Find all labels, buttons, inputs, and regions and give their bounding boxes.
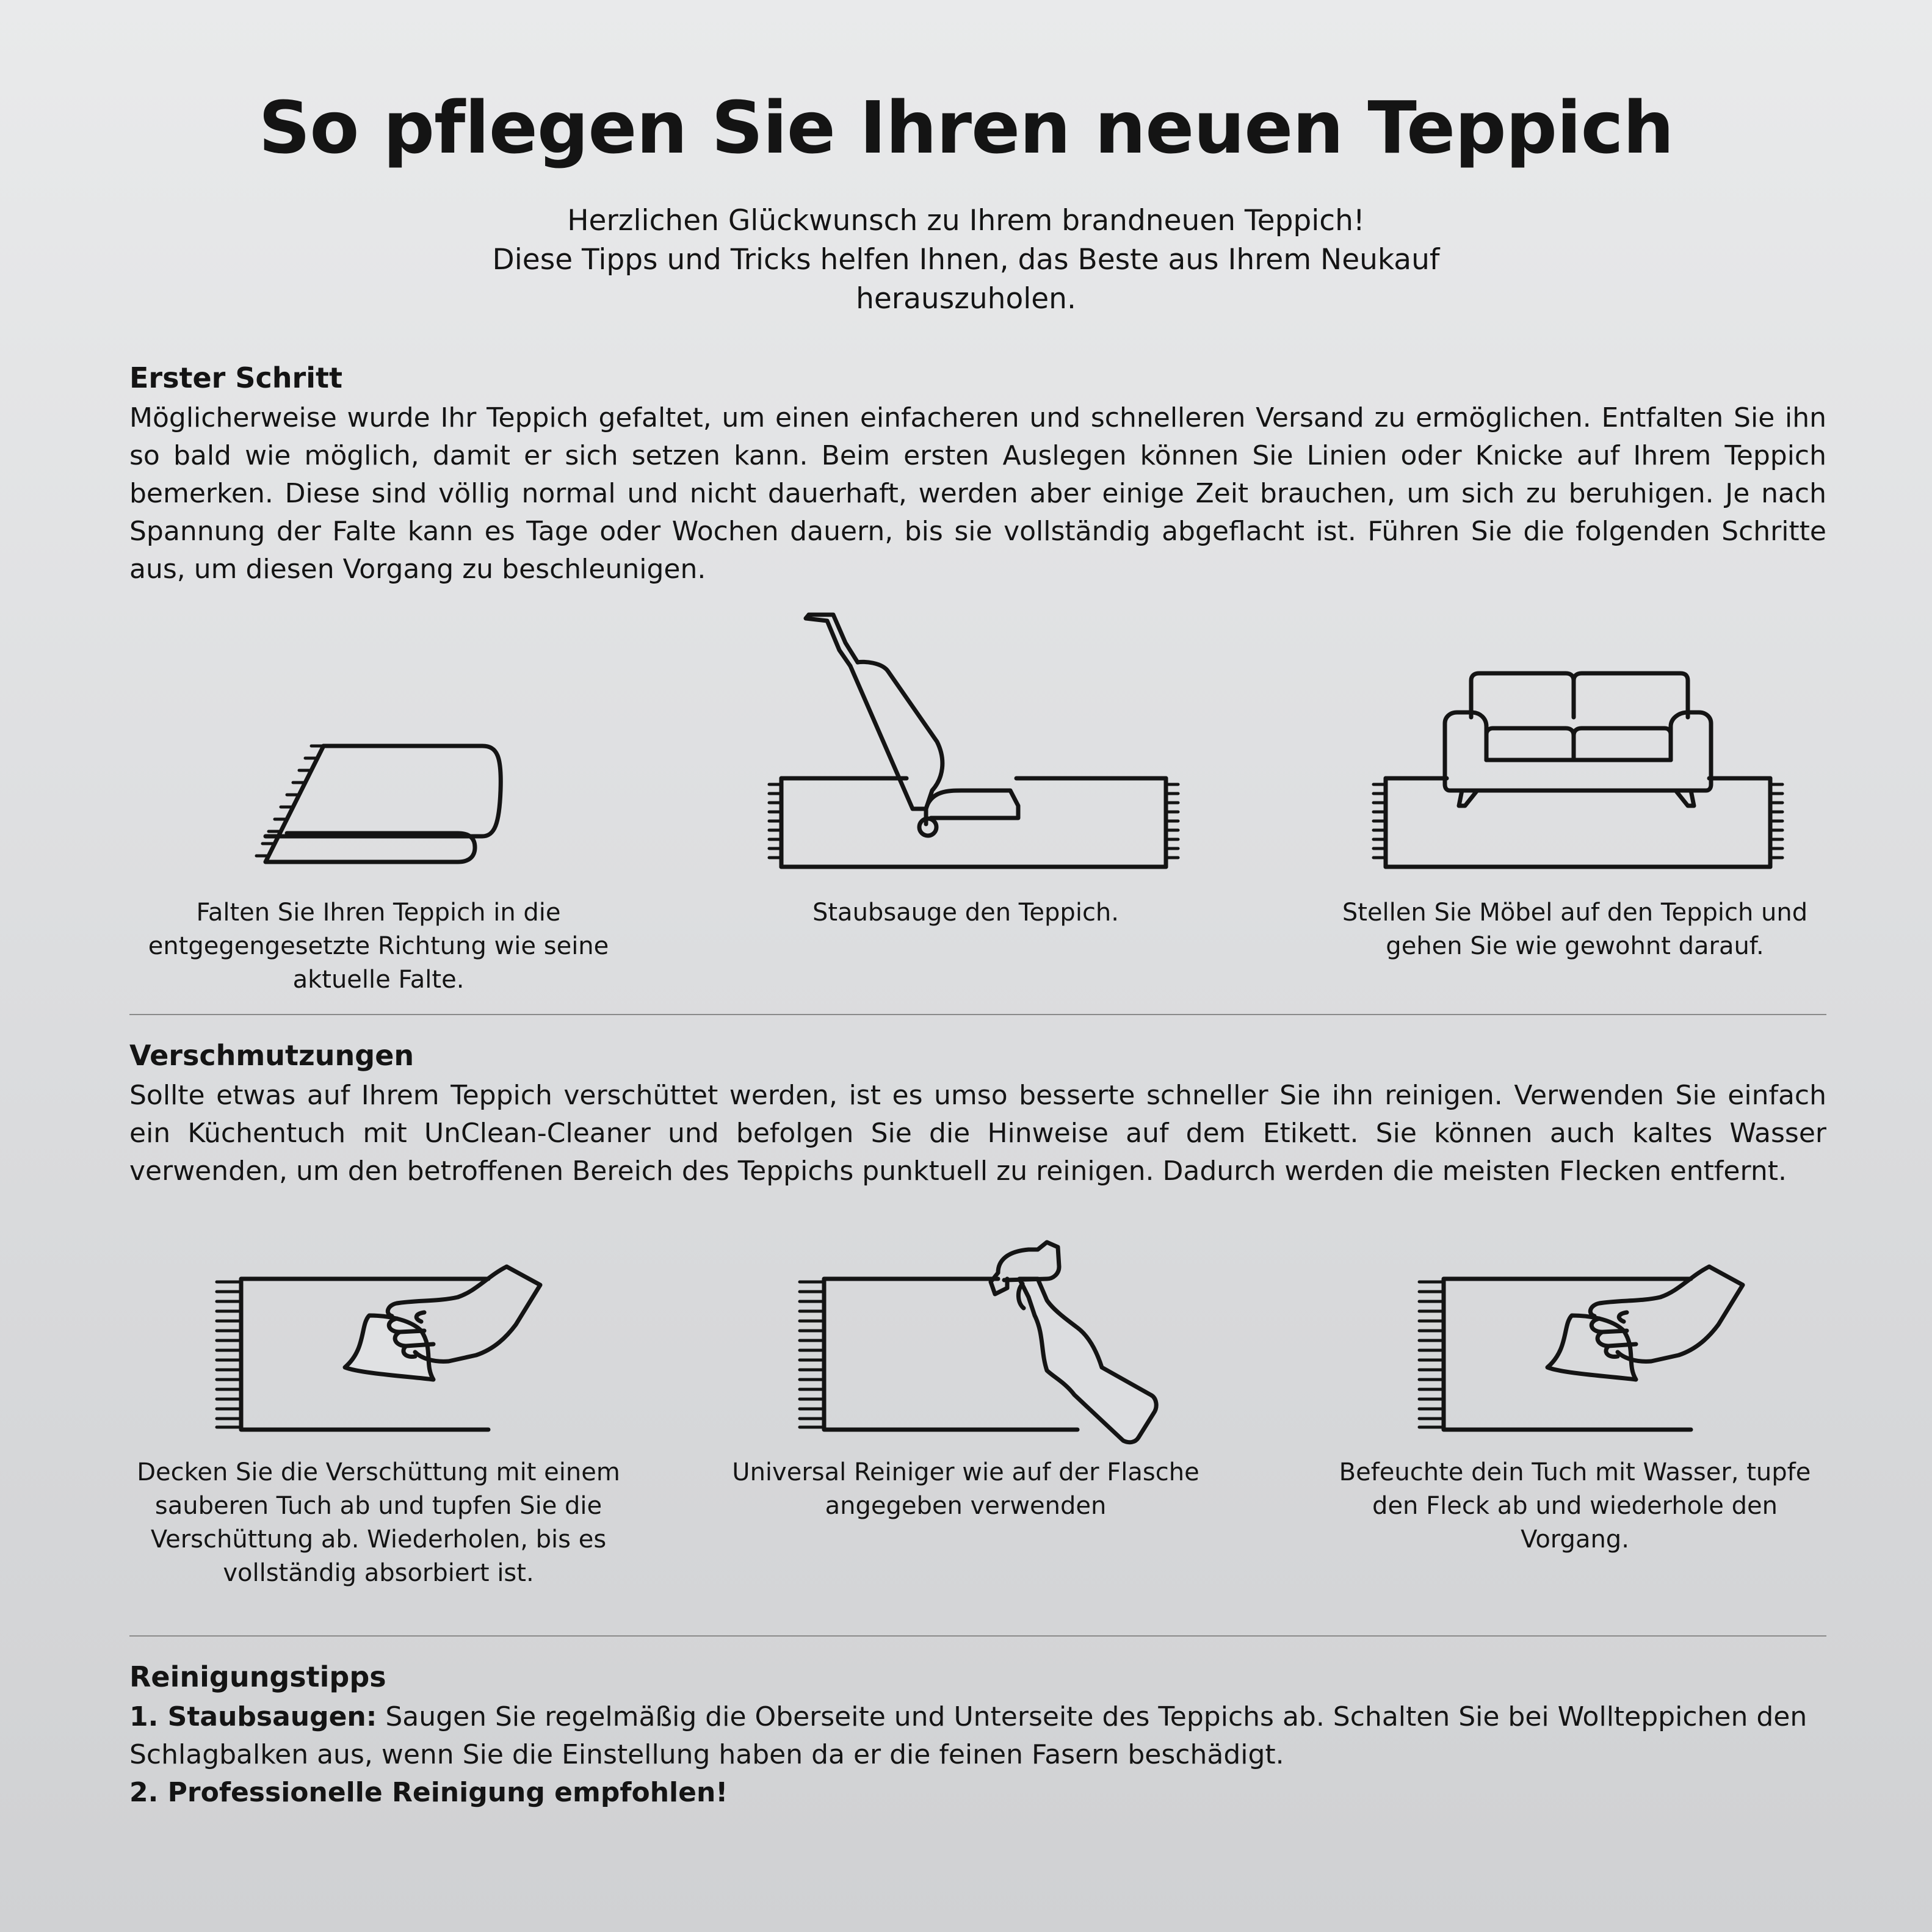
section-title-erster-schritt: Erster Schritt (129, 361, 342, 394)
folded-rug-icon (250, 726, 513, 879)
section-divider (129, 1014, 1826, 1015)
cleaning-tips (129, 1698, 1826, 1812)
tip-vacuum-label: 1. Staubsaugen: (129, 1701, 377, 1732)
intro-line: Herzlichen Glückwunsch zu Ihrem brandneuen Teppich! (567, 204, 1365, 237)
step-caption-vacuum: Staubsauge den Teppich. (812, 899, 1119, 927)
tip-vacuum-text: Saugen Sie regelmäßig die Oberseite und Unterseite des Teppichs ab. Schalten Sie bei Wollteppichen den Schlagbalken aus, wenn Sie die Einstellung haben da er die feinen Fasern beschädigt. (129, 1701, 1807, 1770)
step-caption-blot: Decken Sie die Verschüttung mit einem sauberen Tuch ab und tupfen Sie die Verschüttung ab. Wiederholen, bis es vollständig absorbiert ist. (137, 1458, 620, 1587)
vacuum-cleaner-icon (766, 607, 1181, 876)
tip-professional-text: 2. Professionelle Reinigung empfohlen! (129, 1777, 728, 1808)
intro-line: Diese Tipps und Tricks helfen Ihnen, das Beste aus Ihrem Neukauf (492, 243, 1440, 277)
spray-bottle-icon (797, 1236, 1163, 1447)
intro-text (0, 201, 1932, 319)
hand-cloth-icon (1416, 1257, 1758, 1435)
tip-vacuum (129, 1698, 1826, 1774)
section-divider (129, 1635, 1826, 1637)
step-caption-fold: Falten Sie Ihren Teppich in die entgegengesetzte Richtung wie seine aktuelle Falte. (148, 899, 609, 994)
tip-professional (129, 1774, 1826, 1812)
step-caption-furniture: Stellen Sie Möbel auf den Teppich und gehen Sie wie gewohnt darauf. (1342, 899, 1808, 960)
page-title: So pflegen Sie Ihren neuen Teppich (258, 85, 1674, 170)
intro-line: herauszuholen. (856, 282, 1076, 316)
section-body-verschmutzungen: Sollte etwas auf Ihrem Teppich verschüttet werden, ist es umso besserte schneller Sie ihn reinigen. Verwenden Sie einfach ein Küchentuch mit UnClean-Cleaner und befolgen Sie die Hinweise auf dem Etikett. Sie können auch kaltes Wasser verwenden, um den betroffenen Bereich des Teppichs punktuell zu reinigen. Dadurch werden die meisten Flecken entfernt. (129, 1080, 1826, 1187)
hand-cloth-icon (214, 1257, 555, 1435)
sofa-on-rug-icon (1370, 668, 1785, 876)
step-caption-cleaner: Universal Reiniger wie auf der Flasche angegeben verwenden (732, 1458, 1199, 1520)
section-title-reinigungstipps: Reinigungstipps (129, 1660, 386, 1693)
section-title-verschmutzungen: Verschmutzungen (129, 1039, 414, 1072)
step-caption-water: Befeuchte dein Tuch mit Wasser, tupfe den Fleck ab und wiederhole den Vorgang. (1339, 1458, 1811, 1554)
section-body-erster-schritt: Möglicherweise wurde Ihr Teppich gefaltet, um einen einfacheren und schnelleren Versand zu ermöglichen. Entfalten Sie ihn so bald wie möglich, damit er sich setzen kann. Beim ersten Auslegen können Sie Linien oder Knicke auf Ihrem Teppich bemerken. Diese sind völlig normal und nicht dauerhaft, werden aber einige Zeit brauchen, um sich zu beruhigen. Je nach Spannung der Falte kann es Tage oder Wochen dauern, bis sie vollständig abgeflacht ist. Führen Sie die folgenden Schritte aus, um diesen Vorgang zu beschleunigen. (129, 402, 1826, 585)
